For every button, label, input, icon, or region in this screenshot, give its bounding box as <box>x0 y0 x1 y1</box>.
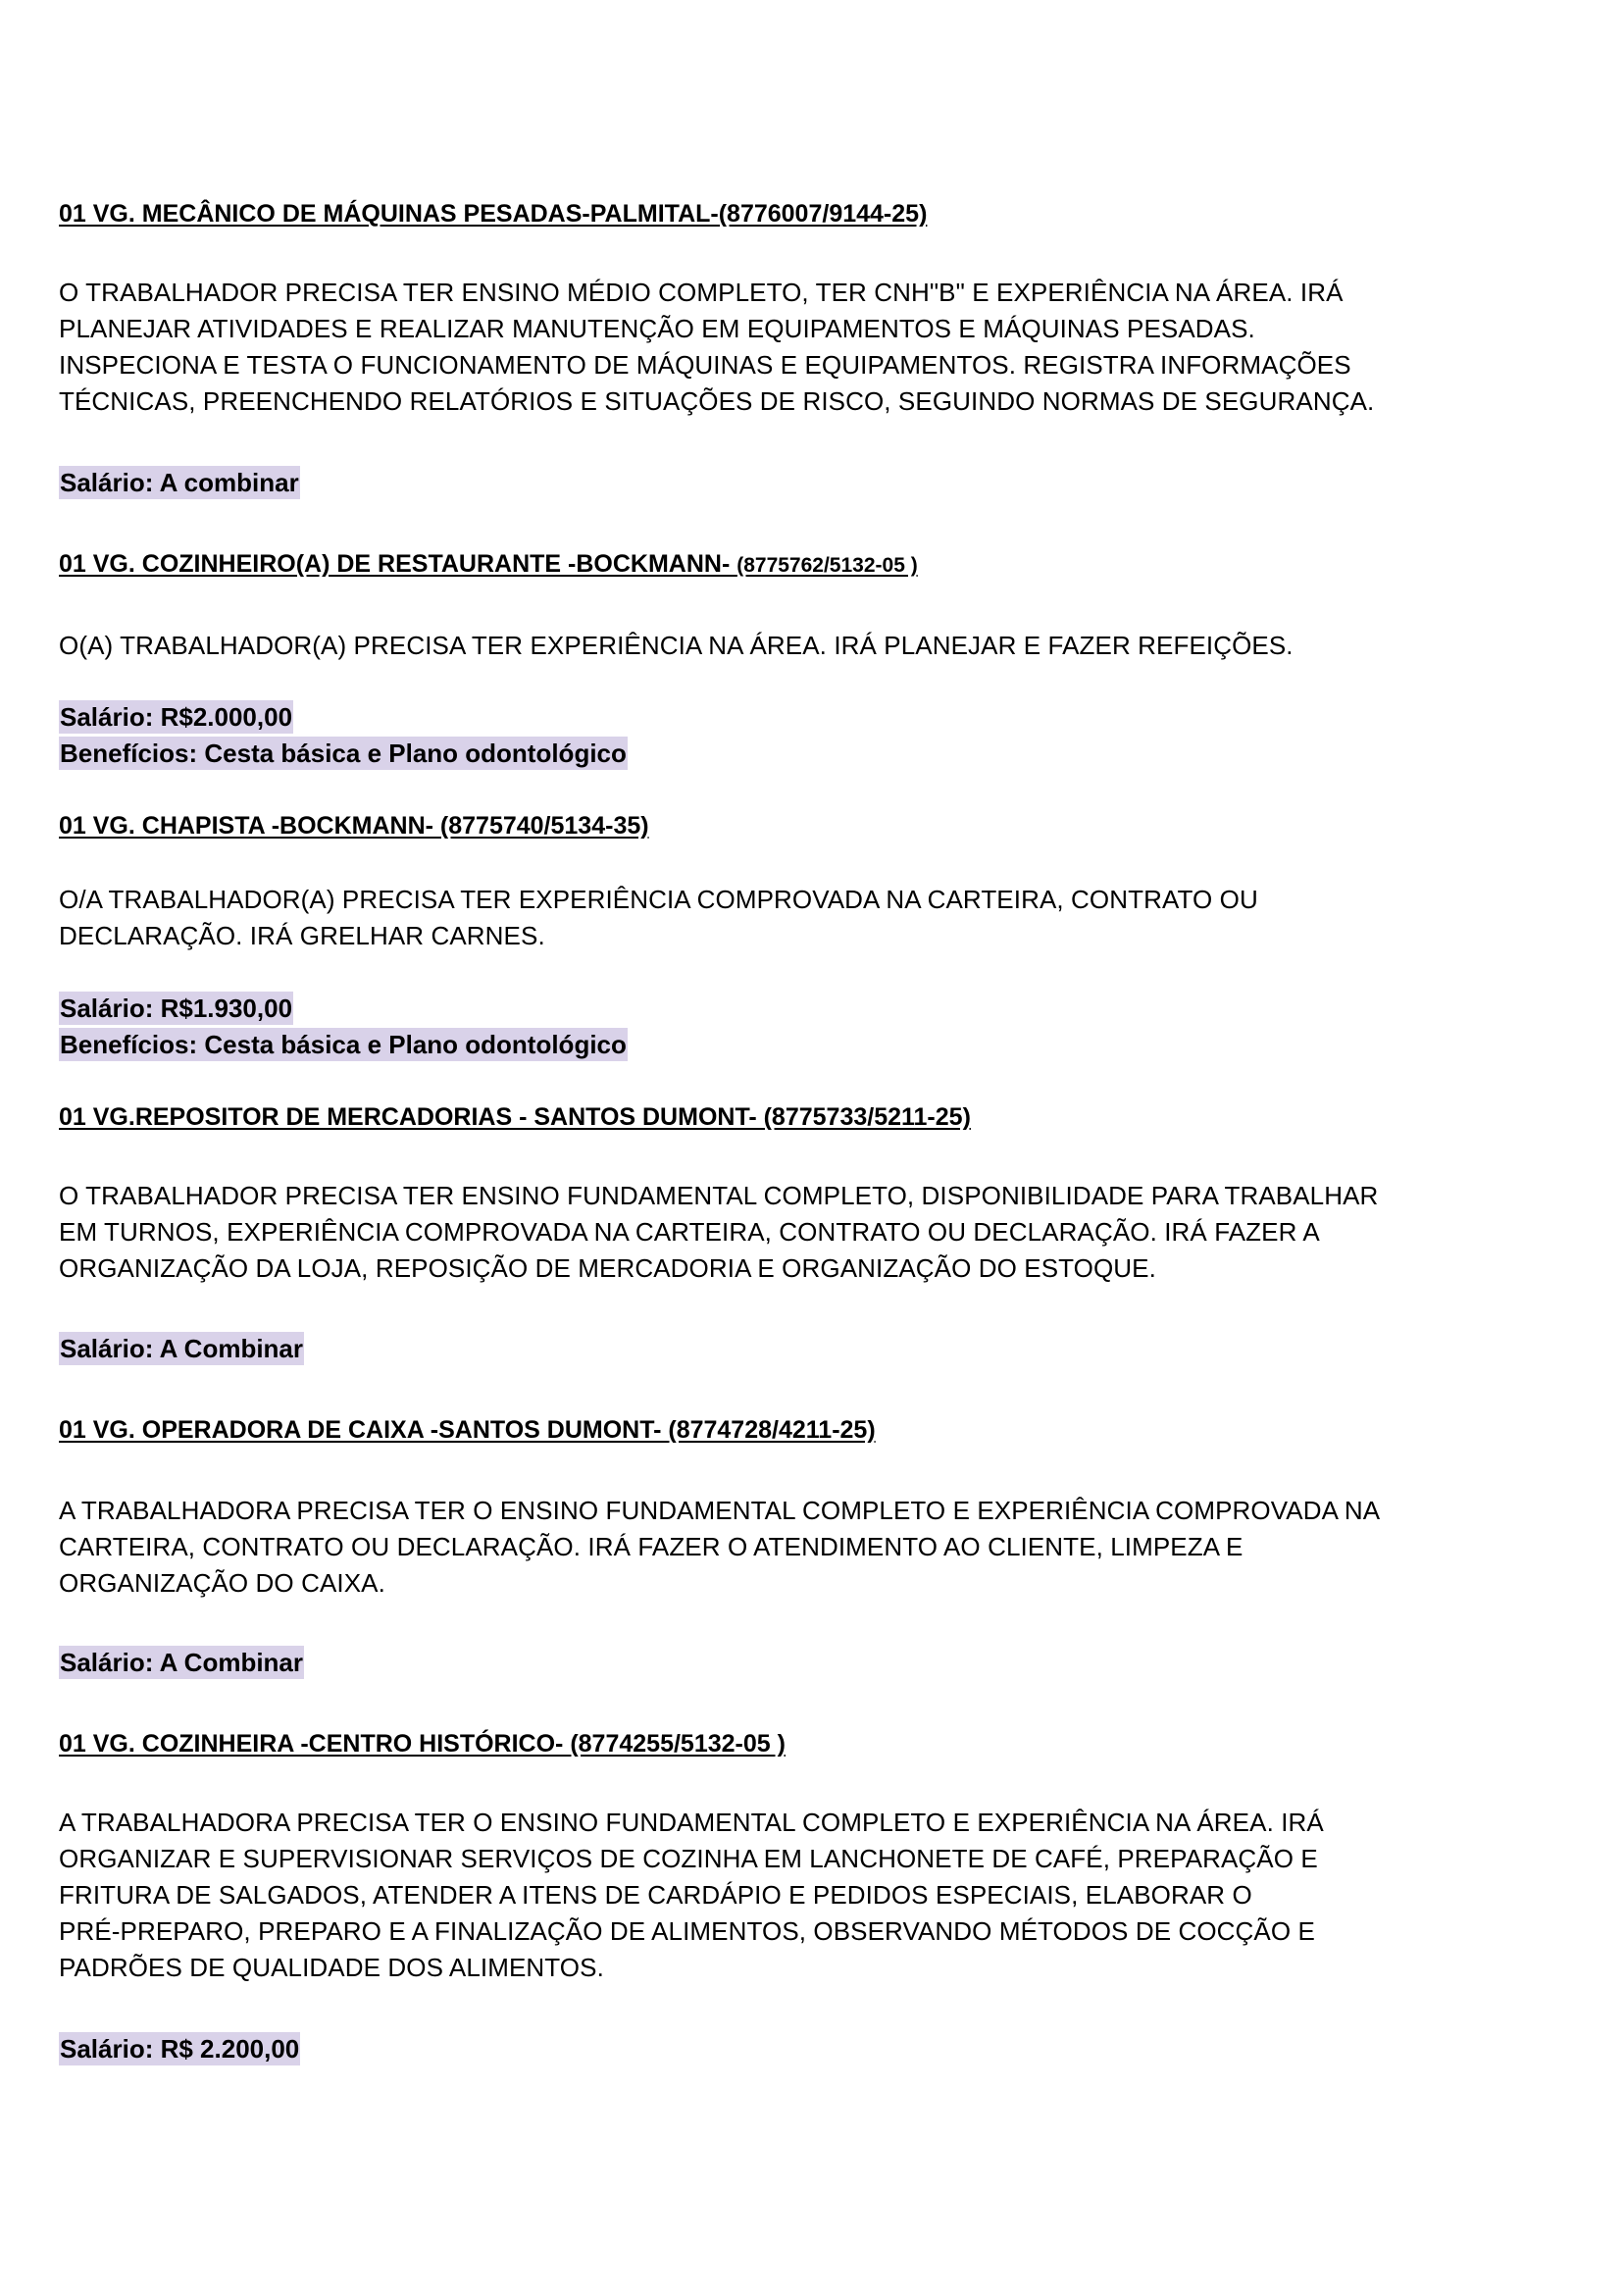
job-title-text: 01 VG. OPERADORA DE CAIXA -SANTOS DUMONT- (8774728/4211-25) <box>59 1416 876 1444</box>
salary-highlight: Salário: A Combinar <box>60 1334 304 1363</box>
salary-highlight: Salário: A combinar <box>60 468 299 497</box>
job-title <box>59 549 1510 581</box>
job-title-text: 01 VG.REPOSITOR DE MERCADORIAS - SANTOS DUMONT- (8775733/5211-25) <box>59 1103 971 1131</box>
job-description <box>59 882 1510 954</box>
job-title-text: 01 VG. COZINHEIRA -CENTRO HISTÓRICO- (8774255/5132-05 ) <box>59 1730 786 1758</box>
description-line: PRÉ-PREPARO, PREPARO E A FINALIZAÇÃO DE ALIMENTOS, OBSERVANDO MÉTODOS DE COCÇÃO E <box>59 1916 1315 1946</box>
description-line: ORGANIZAÇÃO DO CAIXA. <box>59 1568 385 1598</box>
salary-row <box>59 1646 1510 1679</box>
salary-row <box>59 466 1510 499</box>
job-title <box>59 1415 1510 1445</box>
benefits-highlight: Benefícios: Cesta básica e Plano odontológico <box>60 1030 627 1059</box>
job-title <box>59 199 1510 229</box>
job-description <box>59 1178 1510 1287</box>
description-line: O TRABALHADOR PRECISA TER ENSINO FUNDAMENTAL COMPLETO, DISPONIBILIDADE PARA TRABALHAR <box>59 1181 1379 1210</box>
salary-highlight: Salário: R$2.000,00 <box>60 702 293 732</box>
salary-highlight: Salário: A Combinar <box>60 1648 304 1677</box>
description-line: O/A TRABALHADOR(A) PRECISA TER EXPERIÊNCIA COMPROVADA NA CARTEIRA, CONTRATO OU <box>59 885 1258 914</box>
description-line: INSPECIONA E TESTA O FUNCIONAMENTO DE MÁQUINAS E EQUIPAMENTOS. REGISTRA INFORMAÇÕES <box>59 350 1351 380</box>
description-line: A TRABALHADORA PRECISA TER O ENSINO FUNDAMENTAL COMPLETO E EXPERIÊNCIA COMPROVADA NA <box>59 1496 1381 1525</box>
description-line: ORGANIZAÇÃO DA LOJA, REPOSIÇÃO DE MERCADORIA E ORGANIZAÇÃO DO ESTOQUE. <box>59 1253 1156 1283</box>
job-title <box>59 1102 1510 1132</box>
description-line: PADRÕES DE QUALIDADE DOS ALIMENTOS. <box>59 1953 604 1982</box>
description-line: CARTEIRA, CONTRATO OU DECLARAÇÃO. IRÁ FAZER O ATENDIMENTO AO CLIENTE, LIMPEZA E <box>59 1532 1243 1561</box>
job-title-text: 01 VG. MECÂNICO DE MÁQUINAS PESADAS-PALMITAL-(8776007/9144-25) <box>59 200 928 228</box>
job-code: (8775762/5132-05 ) <box>736 554 918 577</box>
benefits-row <box>59 737 1510 770</box>
job-title <box>59 1729 1510 1759</box>
salary-row <box>59 1332 1510 1365</box>
salary-row <box>59 700 1510 734</box>
salary-highlight: Salário: R$1.930,00 <box>60 994 293 1023</box>
job-title <box>59 811 1510 841</box>
description-line: A TRABALHADORA PRECISA TER O ENSINO FUNDAMENTAL COMPLETO E EXPERIÊNCIA NA ÁREA. IRÁ <box>59 1808 1324 1837</box>
description-line: O TRABALHADOR PRECISA TER ENSINO MÉDIO COMPLETO, TER CNH"B" E EXPERIÊNCIA NA ÁREA. IRÁ <box>59 278 1344 307</box>
description-line: TÉCNICAS, PREENCHENDO RELATÓRIOS E SITUAÇÕES DE RISCO, SEGUINDO NORMAS DE SEGURANÇA. <box>59 386 1375 416</box>
description-line: O(A) TRABALHADOR(A) PRECISA TER EXPERIÊNCIA NA ÁREA. IRÁ PLANEJAR E FAZER REFEIÇÕES. <box>59 631 1294 660</box>
description-line: EM TURNOS, EXPERIÊNCIA COMPROVADA NA CARTEIRA, CONTRATO OU DECLARAÇÃO. IRÁ FAZER A <box>59 1217 1320 1247</box>
salary-highlight: Salário: R$ 2.200,00 <box>60 2034 300 2064</box>
job-title-text: 01 VG. CHAPISTA -BOCKMANN- (8775740/5134-35) <box>59 812 649 840</box>
description-line: PLANEJAR ATIVIDADES E REALIZAR MANUTENÇÃO EM EQUIPAMENTOS E MÁQUINAS PESADAS. <box>59 314 1255 343</box>
description-line: ORGANIZAR E SUPERVISIONAR SERVIÇOS DE COZINHA EM LANCHONETE DE CAFÉ, PREPARAÇÃO E <box>59 1844 1318 1873</box>
benefits-row <box>59 1028 1510 1061</box>
description-line: FRITURA DE SALGADOS, ATENDER A ITENS DE CARDÁPIO E PEDIDOS ESPECIAIS, ELABORAR O <box>59 1880 1252 1910</box>
salary-row <box>59 992 1510 1025</box>
job-description <box>59 1805 1510 1986</box>
description-line: DECLARAÇÃO. IRÁ GRELHAR CARNES. <box>59 921 545 950</box>
salary-row <box>59 2032 1510 2065</box>
job-description <box>59 628 1510 664</box>
benefits-highlight: Benefícios: Cesta básica e Plano odontológico <box>60 739 627 768</box>
job-title-text: 01 VG. COZINHEIRO(A) DE RESTAURANTE -BOCKMANN- <box>59 550 737 578</box>
job-description <box>59 1493 1510 1602</box>
job-description <box>59 275 1510 420</box>
